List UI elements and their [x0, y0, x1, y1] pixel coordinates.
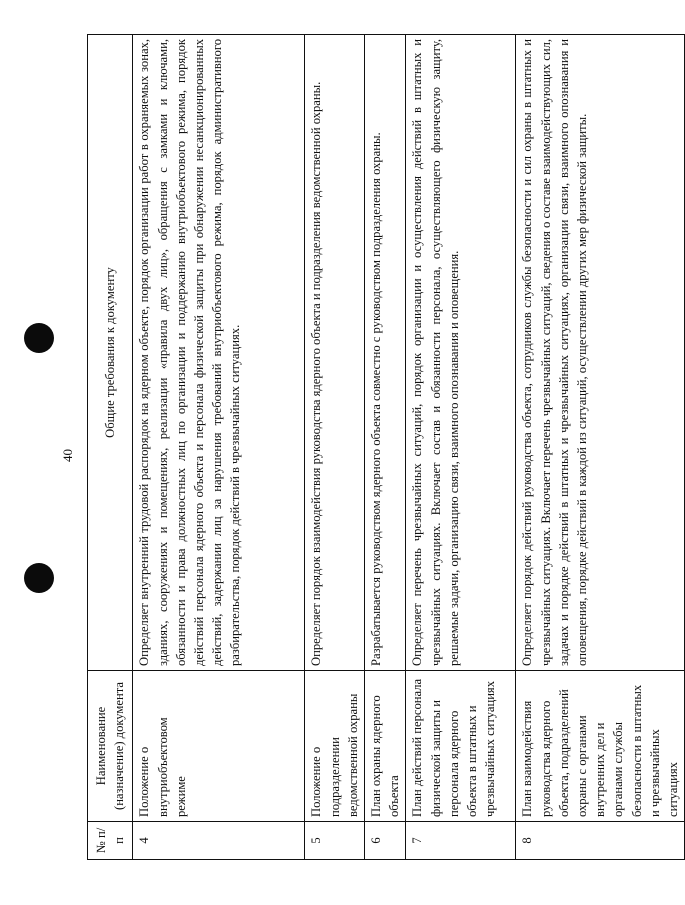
row-requirements: Определяет порядок взаимодействия руководства ядерного объекта и подразделения ведомственной охраны.	[305, 35, 365, 671]
row-requirements: Определяет внутренний трудовой распорядок на ядерном объекте, порядок организации работ в охраняемых зонах, зданиях, сооружениях и помещениях, реализации «правила двух лиц», обращения с замками и ключами, обязанности и права должностных лиц по организации и поддержанию внутриобъектового режима, порядок действий персонала ядерного объекта и персонала физической защиты при обнаружении несанкционированных действий, задержании лиц за нарушения требований внутриобъектового режима, порядок административного разбирательства, порядок действий в чрезвычайных ситуациях.	[133, 35, 305, 671]
row-number: 8	[516, 822, 685, 860]
table-row	[305, 35, 365, 860]
row-requirements: Разрабатывается руководством ядерного объекта совместно с руководством подразделения охраны.	[365, 35, 406, 671]
header-requirements: Общие требования к документу	[88, 35, 133, 671]
row-requirements: Определяет перечень чрезвычайных ситуаций, порядок организации и осуществления действий в штатных и чрезвычайных ситуациях. Включает состав и обязанности персонала, осуществляющего физическую защиту, решаемые задачи, организацию связи, взаимного опознавания и оповещения.	[406, 35, 516, 671]
row-number: 7	[406, 822, 516, 860]
header-document-name: Наименование (назначение) документа	[88, 671, 133, 822]
table-row	[406, 35, 516, 860]
row-requirements: Определяет порядок действий руководства объекта, сотрудников службы безопасности и сил охраны в штатных и чрезвычайных ситуациях. Включает перечень чрезвычайных ситуаций, сведения о составе взаимодействующих сил, задачах и порядке действий в штатных и чрезвычайных ситуациях, организации связи, взаимного опознавания и оповещения, порядке действий в каждой из ситуаций, осуществлении других мер физической защиты.	[516, 35, 685, 671]
table-row	[365, 35, 406, 860]
row-document-name: План взаимодействия руководства ядерного объекта, подразделений охраны с органами внутренних дел и органами службы безопасности в штатных и чрезвычайных ситуациях	[516, 671, 685, 822]
row-document-name: Положение о подразделении ведомственной охраны	[305, 671, 365, 822]
table-header-row	[88, 35, 133, 860]
row-document-name: Положение о внутриобъектовом режиме	[133, 671, 305, 822]
row-document-name: План охраны ядерного объекта	[365, 671, 406, 822]
row-number: 4	[133, 822, 305, 860]
header-number: № п/п	[88, 822, 133, 860]
row-number: 6	[365, 822, 406, 860]
page-number: 40	[60, 449, 75, 462]
row-number: 5	[305, 822, 365, 860]
table-row	[133, 35, 305, 860]
row-document-name: План действий персонала физической защиты и персонала ядерного объекта в штатных и чрезвычайных ситуациях	[406, 671, 516, 822]
documents-table	[87, 34, 685, 860]
table-row	[516, 35, 685, 860]
